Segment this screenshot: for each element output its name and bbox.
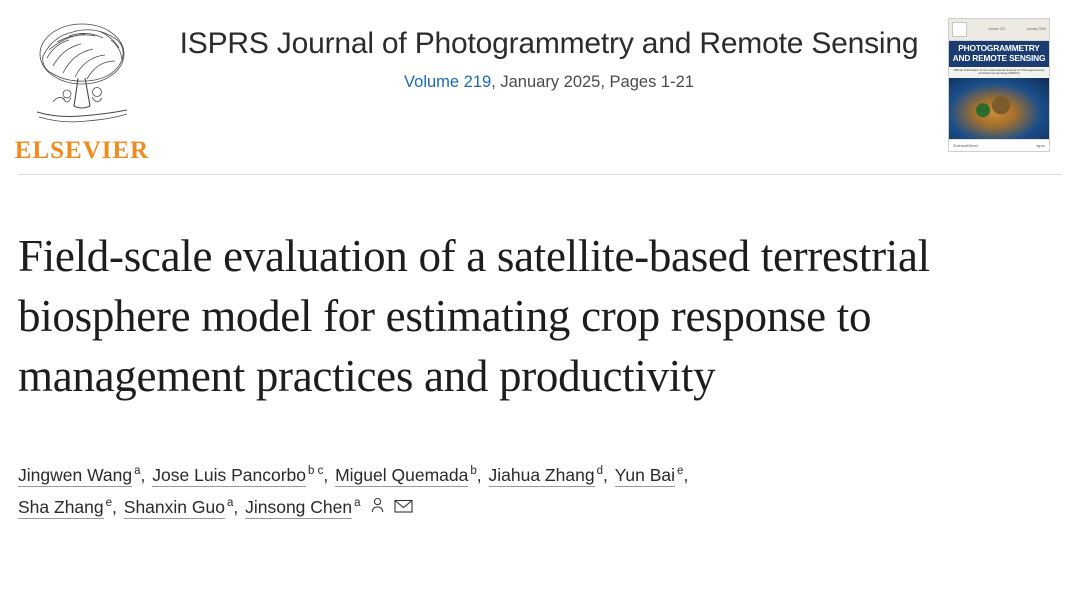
elsevier-logo[interactable] bbox=[14, 14, 150, 163]
journal-cover-thumbnail[interactable] bbox=[948, 14, 1056, 152]
author-separator: , bbox=[476, 464, 487, 485]
author-item[interactable] bbox=[18, 497, 112, 517]
author-affiliation[interactable]: b c bbox=[308, 464, 324, 477]
author-separator: , bbox=[233, 497, 244, 518]
author-name[interactable]: Jose Luis Pancorbo bbox=[152, 464, 306, 485]
cover-footer-left: ScienceDirect bbox=[953, 143, 978, 148]
envelope-icon[interactable] bbox=[394, 492, 413, 524]
author-name[interactable]: Jinsong Chen bbox=[245, 497, 353, 518]
cover-footer-right: isprs bbox=[1036, 143, 1045, 148]
author-affiliation[interactable]: a bbox=[226, 497, 234, 510]
journal-header bbox=[0, 0, 1080, 168]
cover-masthead bbox=[949, 19, 1049, 41]
journal-issue-meta bbox=[168, 73, 930, 92]
cover-footer bbox=[949, 139, 1049, 151]
cover-masthead-right: January 2025 bbox=[1026, 26, 1046, 31]
author-affiliation[interactable]: e bbox=[105, 497, 113, 510]
publisher-name: ELSEVIER bbox=[14, 137, 150, 164]
author-actions bbox=[369, 492, 421, 524]
cover-subtitle: Official Publication of the International Society for Photogrammetry and Remote Sensing (ISPRS) bbox=[953, 67, 1045, 76]
author-item[interactable] bbox=[615, 465, 684, 485]
author-affiliation[interactable]: a bbox=[134, 464, 141, 477]
author-item[interactable] bbox=[152, 465, 323, 485]
author-name[interactable]: Yun Bai bbox=[614, 464, 676, 485]
author-separator: , bbox=[140, 464, 151, 485]
author-separator: , bbox=[683, 464, 689, 485]
author-affiliation[interactable]: e bbox=[677, 464, 684, 477]
journal-title[interactable]: ISPRS Journal of Photogrammetry and Remote Sensing bbox=[179, 27, 919, 60]
author-list bbox=[0, 437, 1080, 525]
author-item[interactable] bbox=[18, 465, 141, 485]
person-icon[interactable] bbox=[369, 492, 386, 524]
author-separator: , bbox=[323, 464, 334, 485]
author-affiliation[interactable]: a bbox=[354, 497, 361, 510]
cover-title: PHOTOGRAMMETRY AND REMOTE SENSING bbox=[949, 41, 1049, 67]
author-affiliation[interactable]: d bbox=[596, 464, 603, 477]
author-item[interactable] bbox=[335, 465, 477, 485]
volume-link[interactable]: Volume 219 bbox=[404, 72, 492, 91]
author-name[interactable]: Jiahua Zhang bbox=[488, 464, 595, 485]
cover-masthead-center: Volume 219 bbox=[988, 26, 1006, 31]
author-name[interactable]: Miguel Quemada bbox=[335, 464, 469, 485]
author-item[interactable] bbox=[245, 497, 360, 517]
cover-logo-box bbox=[952, 22, 967, 37]
journal-title-block bbox=[150, 14, 948, 92]
author-item[interactable] bbox=[489, 465, 603, 485]
page-title: Field-scale evaluation of a satellite-based terrestrial biosphere model for estimating crop response to management practices and productivity bbox=[18, 231, 930, 401]
author-name[interactable]: Jingwen Wang bbox=[18, 464, 133, 485]
author-affiliation[interactable]: b bbox=[470, 464, 477, 477]
author-name[interactable]: Sha Zhang bbox=[18, 497, 104, 518]
author-separator: , bbox=[112, 497, 122, 518]
author-separator: , bbox=[602, 464, 613, 485]
author-item[interactable] bbox=[124, 497, 234, 517]
cover-image bbox=[948, 18, 1050, 152]
elsevier-tree-logo-icon bbox=[23, 18, 141, 136]
header-divider bbox=[18, 174, 1062, 175]
issue-info: , January 2025, Pages 1-21 bbox=[491, 72, 694, 91]
cover-artwork bbox=[949, 78, 1049, 140]
author-name[interactable]: Shanxin Guo bbox=[123, 497, 225, 518]
